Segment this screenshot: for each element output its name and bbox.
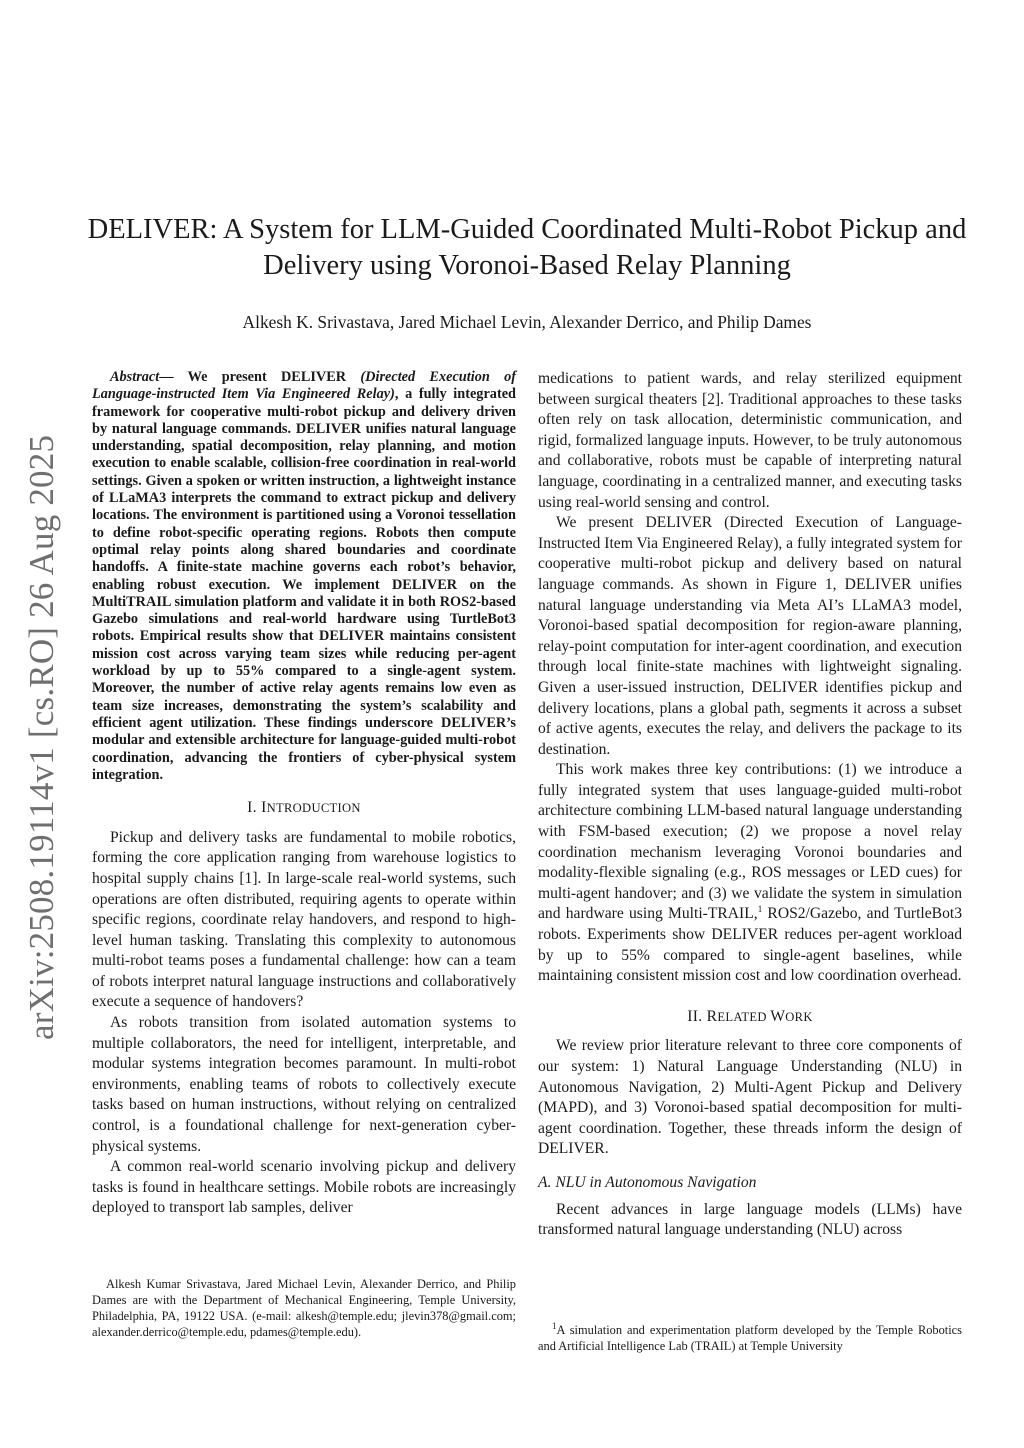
abstract	[92, 369, 516, 784]
paper-title	[80, 212, 974, 284]
related-paragraph-1: We review prior literature relevant to three core components of our system: 1) Natural Language Understanding (NLU) in Autonomous Navigation, 2) Multi-Agent Pickup and Delivery (MAPD), and 3) Voronoi-based spatial decomposition for multi-agent coordination. Together, these threads inform the design of DELIVER.	[538, 1037, 962, 1158]
section-initial: W	[770, 1007, 786, 1025]
footnote-marker: 1	[757, 904, 763, 915]
footnote-text: A simulation and experimentation platform developed by the Temple Robotics and Artificial Intelligence Lab (TRAIL) at Temple University	[538, 1323, 962, 1353]
intro-paragraph-3: A common real-world scenario involving pickup and delivery tasks is found in healthcare settings. Mobile robots are increasingly deployed to transport lab samples, deliver	[92, 1158, 516, 1217]
footnote-1	[538, 1322, 962, 1354]
section-heading-introduction	[92, 798, 516, 819]
title-line-2: Delivery using Voronoi-Based Relay Planning	[263, 250, 791, 281]
abstract-text-rest: , a fully integrated framework for cooperative multi-robot pickup and delivery driven by natural language commands. DELIVER unifies natural language understanding, spatial decomposition, relay planning, and motion execution to enable scalable, collision-free coordination in real-world settings. Given a spoken or written instruction, a lightweight instance of LLaMA3 interprets the command to extract pickup and delivery locations. The environment is partitioned using a Voronoi tessellation to define robot-specific operating regions. Robots then compute optimal relay points along shared boundaries and coordinate handoffs. A finite-state machine governs each robot’s behavior, enabling robust execution. We implement DELIVER on the MultiTRAIL simulation platform and validate it in both ROS2-based Gazebo simulations and real-world hardware using TurtleBot3 robots. Empirical results show that DELIVER maintains consistent mission cost across varying team sizes while reducing per-agent workload by up to 55% compared to a single-agent system. Moreover, the number of active relay agents remains low even as team size increases, demonstrating the system’s scalability and efficient agent utilization. These findings underscore DELIVER’s modular and extensible architecture for language-guided multi-robot coordination, advancing the frontiers of cyber-physical system integration.	[92, 386, 516, 783]
abstract-text-start: We present DELIVER	[187, 369, 361, 385]
intro-paragraph-4: We present DELIVER (Directed Execution of Language-Instructed Item Via Engineered Relay), a fully integrated system for cooperative multi-robot pickup and delivery based on natural language commands. As shown in Figure 1, DELIVER unifies natural language understanding via Meta AI’s LLaMA3 model, Voronoi-based spatial decomposition for region-aware planning, relay-point computation for inter-agent coordination, and execution through local finite-state machines with lightweight signaling. Given a user-issued instruction, DELIVER identifies pickup and delivery locations, plans a global path, segments it across a subset of active agents, executes the relay, and delivers the package to its destination.	[538, 514, 962, 758]
abstract-dash: —	[159, 369, 188, 385]
section-title-rest: ORK	[785, 1009, 813, 1024]
author-list: Alkesh K. Srivastava, Jared Michael Levin, Alexander Derrico, and Philip Dames	[242, 312, 812, 332]
intro-paragraph-1: Pickup and delivery tasks are fundamental to mobile robotics, forming the core application ranging from warehouse logistics to hospital supply chains [1]. In large-scale real-world systems, such operations are often distributed, requiring agents to operate within specific regions, coordinate relay handovers, and respond to high-level human tasking. Translating this complexity to autonomous multi-robot teams poses a fundamental challenge: how can a team of robots interpret natural language instructions and collaboratively execute a sequence of handovers?	[92, 828, 516, 1011]
section-title-rest: NTRODUCTION	[266, 801, 361, 816]
subsection-heading-nlu: A. NLU in Autonomous Navigation	[538, 1173, 757, 1191]
left-column	[92, 369, 516, 1219]
title-line-1: DELIVER: A System for LLM-Guided Coordinated Multi-Robot Pickup and	[87, 214, 967, 245]
section-heading-related-work	[538, 1007, 962, 1028]
related-paragraph-2: Recent advances in large language models (LLMs) have transformed natural language understanding (NLU) across	[538, 1200, 962, 1239]
footnote-number: 1	[552, 1320, 557, 1331]
contributions-text: This work makes three key contributions: (1) we introduce a fully integrated system that uses language-guided multi-robot architecture combining LLM-based natural language understanding with FSM-based execution; (2) we propose a novel relay coordination mechanism leveraging Voronoi boundaries and modality-flexible signaling (e.g., ROS messages or LED cues) for multi-agent handover; and (3) we validate the system in simulation and hardware using Multi-TRAIL,	[538, 761, 962, 923]
intro-paragraph-2: As robots transition from isolated automation systems to multiple collaborators, the need for intelligent, interpretable, and modular systems integration becomes paramount. In multi-robot environments, enabling teams of robots to collectively execute tasks based on human instructions, without relying on centralized control, is a foundational challenge for next-generation cyber-physical systems.	[92, 1014, 516, 1155]
intro-paragraph-5	[538, 760, 962, 987]
section-initial: R	[706, 1007, 718, 1025]
affiliation-footnote: Alkesh Kumar Srivastava, Jared Michael Levin, Alexander Derrico, and Philip Dames are with the Department of Mechanical Engineering, Temple University, Philadelphia, PA, 19122 USA. (e-mail: alkesh@temple.edu; jlevin378@gmail.com; alexander.derrico@temple.edu, pdames@temple.edu).	[92, 1277, 516, 1339]
abstract-label: Abstract	[110, 369, 160, 385]
contributions-text-end: ROS2/Gazebo, and TurtleBot3 robots. Experiments show DELIVER reduces per-agent workload by up to 55% compared to single-agent baselines, while maintaining consistent mission cost and low coordination overhead.	[538, 905, 962, 985]
section-number: II.	[687, 1007, 707, 1025]
section-title-rest: ELATED	[717, 1009, 771, 1024]
section-number: I.	[247, 799, 262, 817]
right-column	[538, 369, 962, 1241]
abstract-expansion: (Directed Execution of Language-instructed Item Via Engineered Relay)	[92, 369, 516, 403]
intro-paragraph-3-continued: medications to patient wards, and relay sterilized equipment between surgical theaters [2]. Traditional approaches to these tasks often rely on task allocation, deterministic communication, and rigid, formalized language inputs. However, to be truly autonomous and collaborative, robots must be capable of interpreting natural language, coordinating in a centralized manner, and executing tasks using real-world sensing and control.	[538, 370, 962, 511]
section-initial: I	[261, 799, 267, 817]
arxiv-identifier: arXiv:2508.19114v1 [cs.RO] 26 Aug 2025	[22, 434, 61, 1040]
